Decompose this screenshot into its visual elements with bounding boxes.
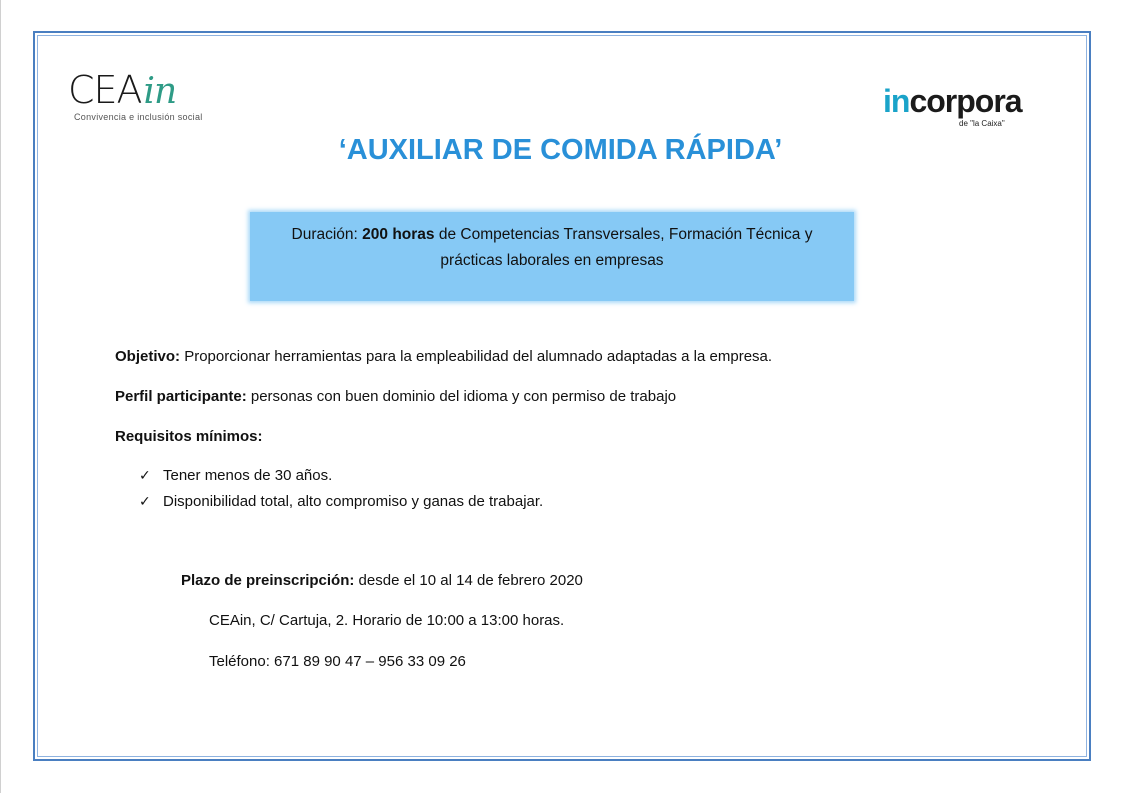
- profile-text: personas con buen dominio del idioma y con permiso de trabajo: [250, 388, 677, 405]
- registration-text: desde el 10 al 14 de febrero 2020: [358, 572, 583, 589]
- profile-label: Perfil participante:: [115, 388, 247, 405]
- objective-text: Proporcionar herramientas para la empleabilidad del alumnado adaptadas a la empresa.: [184, 348, 773, 365]
- requirement-text: Tener menos de 30 años.: [163, 467, 333, 484]
- duration-line-2: prácticas laborales en empresas: [440, 252, 664, 269]
- objective-label: Objetivo:: [115, 348, 181, 365]
- incorpora-logo: [883, 82, 1033, 138]
- registration-paragraph: [181, 571, 583, 591]
- incorpora-logo-corpora: corpora: [909, 83, 1022, 119]
- list-item: [139, 489, 543, 515]
- requirement-text: Disponibilidad total, alto compromiso y ganas de trabajar.: [163, 493, 544, 510]
- registration-phone: Teléfono: 671 89 90 47 – 956 33 09 26: [209, 653, 466, 670]
- duration-label: Duración:: [291, 226, 358, 243]
- ceain-logo: [68, 68, 228, 128]
- incorpora-logo-in: in: [883, 83, 910, 119]
- incorpora-logo-subline: de "la Caixa": [959, 119, 1005, 128]
- duration-text-1: de Competencias Transversales, Formación Técnica y: [438, 226, 813, 243]
- ceain-logo-tagline: Convivencia e inclusión social: [74, 112, 203, 122]
- registration-address: CEAin, C/ Cartuja, 2. Horario de 10:00 a 13:00 horas.: [209, 612, 565, 629]
- duration-box: [250, 212, 854, 301]
- registration-label: Plazo de preinscripción:: [181, 572, 355, 589]
- page-title: ‘AUXILIAR DE COMIDA RÁPIDA’: [338, 134, 783, 166]
- objective-paragraph: [115, 347, 772, 367]
- checkmark-icon: ✓: [139, 494, 151, 510]
- checkmark-icon: ✓: [139, 468, 151, 484]
- ceain-logo-cea: CEA: [68, 68, 142, 112]
- duration-hours: 200 horas: [362, 226, 435, 243]
- list-item: [139, 463, 543, 489]
- requirements-list: [139, 463, 543, 515]
- requirements-heading: Requisitos mínimos:: [115, 428, 263, 445]
- page-edge: [0, 0, 1, 793]
- duration-line-1: [250, 222, 854, 248]
- incorpora-logo-word: [883, 82, 1022, 120]
- ceain-logo-word: [68, 68, 176, 114]
- profile-paragraph: [115, 387, 676, 407]
- ceain-logo-in: in: [143, 71, 177, 112]
